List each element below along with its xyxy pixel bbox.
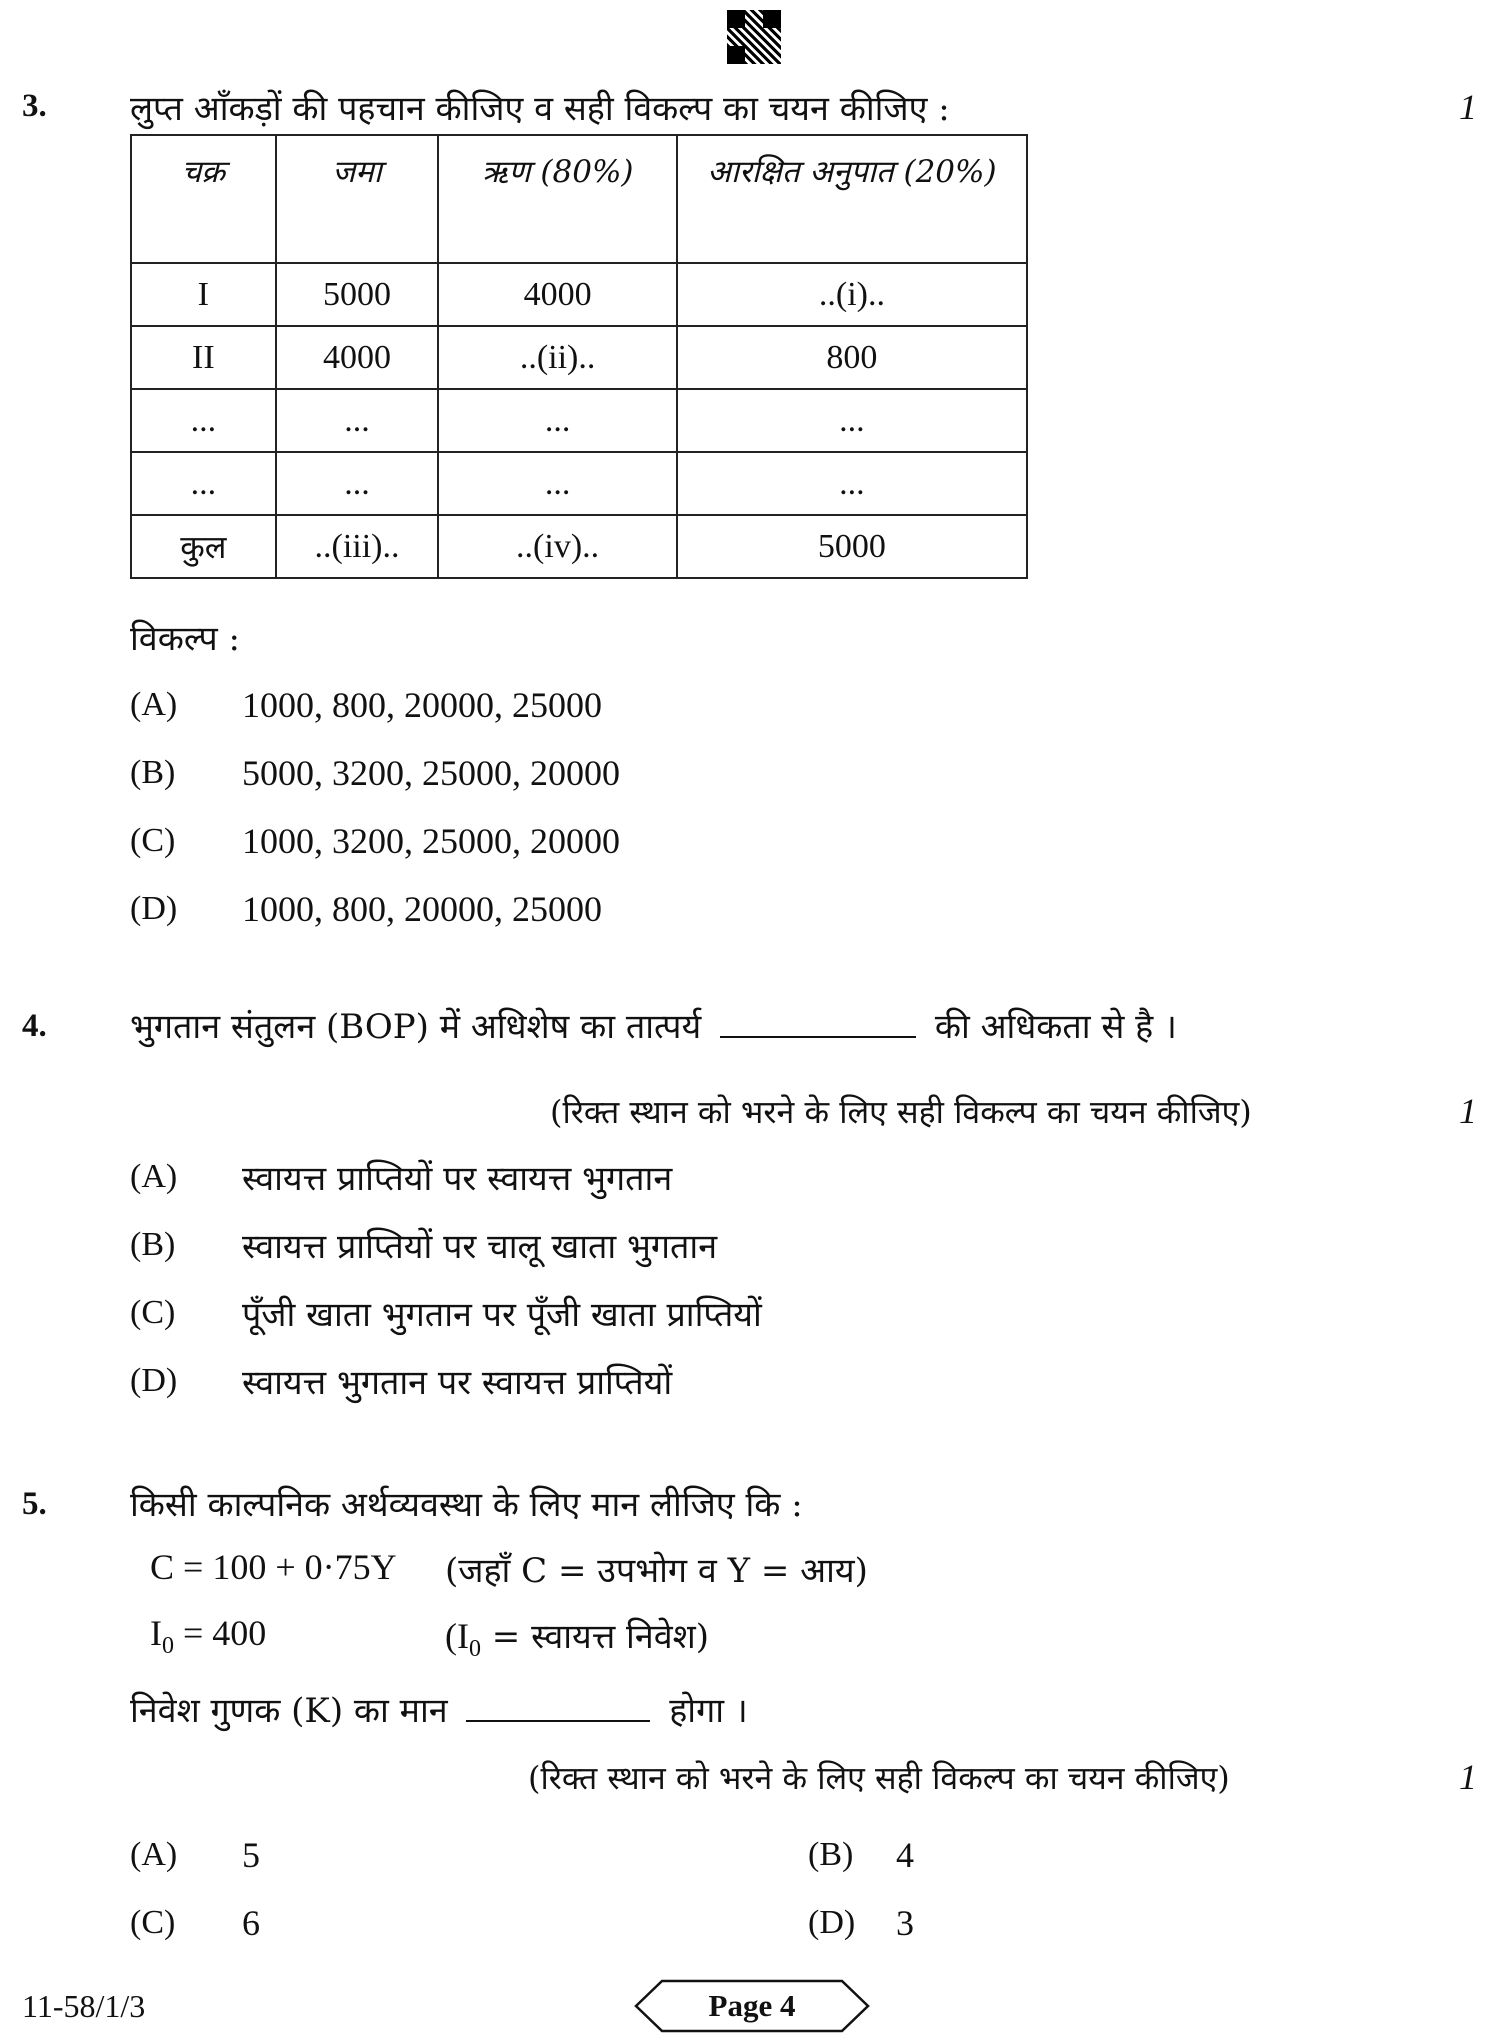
qr-code-icon: [727, 10, 781, 64]
table-row: [131, 515, 1027, 578]
page-number-tag: [632, 1978, 872, 2034]
option-label: (C): [130, 1294, 176, 1331]
option-label: (D): [808, 1904, 856, 1941]
table-cell: ...: [438, 452, 677, 515]
table-cell: ..(iv)..: [438, 515, 677, 578]
table-cell: ...: [276, 389, 439, 452]
table-cell: ..(i)..: [677, 263, 1027, 326]
table-header-cell: चक्र: [131, 135, 276, 263]
question-4-text: [130, 1002, 1177, 1048]
paper-code: 11-58/1/3: [22, 1988, 146, 2024]
table-cell: 4000: [438, 263, 677, 326]
option-text: स्वायत्त प्राप्तियों पर चालू खाता भुगतान: [242, 1227, 718, 1267]
fill-blank: [720, 1036, 916, 1038]
investment-equation: [150, 1612, 266, 1660]
question-4-text-before: भुगतान संतुलन (BOP) में अधिशेष का तात्पर्य: [130, 1007, 702, 1047]
table-cell: ..(iii)..: [276, 515, 439, 578]
option-label: (B): [130, 754, 176, 791]
investment-note-rest: = स्वायत्त निवेश): [480, 1617, 710, 1657]
table-header-cell: आरक्षित अनुपात (20%): [677, 135, 1027, 263]
option-text: 5: [242, 1835, 260, 1875]
question-5-marks: 1: [1459, 1757, 1477, 1797]
option-text: 1000, 800, 20000, 25000: [242, 889, 602, 929]
table-cell: ...: [131, 452, 276, 515]
table-header-cell: जमा: [276, 135, 439, 263]
table-cell: 4000: [276, 326, 439, 389]
investment-symbol: I: [150, 1613, 162, 1653]
multiplier-question-line: [130, 1686, 748, 1732]
question-5-number: 5.: [22, 1486, 47, 1522]
option-text: 6: [242, 1903, 260, 1943]
option-label: (A): [130, 686, 178, 723]
investment-note-open: (I: [445, 1616, 469, 1656]
table-cell: ...: [438, 389, 677, 452]
option-text: स्वायत्त प्राप्तियों पर स्वायत्त भुगतान: [242, 1159, 673, 1199]
option-label: (A): [130, 1158, 178, 1195]
question-5-hint: (रिक्त स्थान को भरने के लिए सही विकल्प का चयन कीजिए): [528, 1759, 1230, 1797]
question-3-marks: 1: [1459, 87, 1477, 127]
multiplier-text-after: होगा ।: [669, 1691, 748, 1731]
table-row: [131, 326, 1027, 389]
table-row: [131, 452, 1027, 515]
option-text: 1000, 800, 20000, 25000: [242, 685, 602, 725]
option-label: (C): [130, 1904, 176, 1941]
table-cell: 5000: [276, 263, 439, 326]
option-label: (D): [130, 890, 178, 927]
consumption-equation: C = 100 + 0·75Y: [150, 1547, 397, 1587]
option-label: (C): [130, 822, 176, 859]
table-cell: ..(ii)..: [438, 326, 677, 389]
options-heading: विकल्प :: [130, 619, 240, 659]
table-row: [131, 389, 1027, 452]
table-header-row: [131, 135, 1027, 263]
question-5-text: किसी काल्पनिक अर्थव्यवस्था के लिए मान लीजिए कि :: [130, 1485, 803, 1525]
table-cell: ...: [677, 452, 1027, 515]
option-text: पूँजी खाता भुगतान पर पूँजी खाता प्राप्तियों: [242, 1295, 762, 1335]
table-cell: I: [131, 263, 276, 326]
table-cell: II: [131, 326, 276, 389]
option-label: (A): [130, 1836, 178, 1873]
option-text: 5000, 3200, 25000, 20000: [242, 753, 620, 793]
investment-note-subscript: 0: [468, 1636, 481, 1662]
question-4-text-after: की अधिकता से है ।: [934, 1007, 1177, 1047]
table-cell: ...: [677, 389, 1027, 452]
investment-subscript: 0: [162, 1633, 174, 1659]
question-4-marks: 1: [1459, 1091, 1477, 1131]
investment-value: = 400: [174, 1613, 267, 1653]
investment-equation-note: [445, 1612, 709, 1663]
table-cell: 5000: [677, 515, 1027, 578]
question-4-hint: (रिक्त स्थान को भरने के लिए सही विकल्प का चयन कीजिए): [550, 1093, 1252, 1131]
option-label: (B): [130, 1226, 176, 1263]
option-text: स्वायत्त भुगतान पर स्वायत्त प्राप्तियों: [242, 1363, 673, 1403]
option-label: (B): [808, 1836, 854, 1873]
option-text: 1000, 3200, 25000, 20000: [242, 821, 620, 861]
table-cell: कुल: [131, 515, 276, 578]
table-row: [131, 263, 1027, 326]
option-text: 4: [896, 1835, 914, 1875]
table-cell: ...: [131, 389, 276, 452]
question-3-text: लुप्त आँकड़ों की पहचान कीजिए व सही विकल्प का चयन कीजिए :: [130, 89, 950, 129]
table-cell: ...: [276, 452, 439, 515]
fill-blank: [466, 1720, 650, 1722]
question-3-table: [130, 134, 1028, 579]
page-number: Page 4: [708, 1988, 796, 2023]
option-text: 3: [896, 1903, 914, 1943]
table-cell: 800: [677, 326, 1027, 389]
question-3-number: 3.: [22, 88, 47, 124]
consumption-equation-note: (जहाँ C = उपभोग व Y = आय): [445, 1551, 868, 1591]
table-header-cell: ऋण (80%): [438, 135, 677, 263]
question-4-number: 4.: [22, 1008, 47, 1044]
option-label: (D): [130, 1362, 178, 1399]
multiplier-text-before: निवेश गुणक (K) का मान: [130, 1691, 448, 1731]
